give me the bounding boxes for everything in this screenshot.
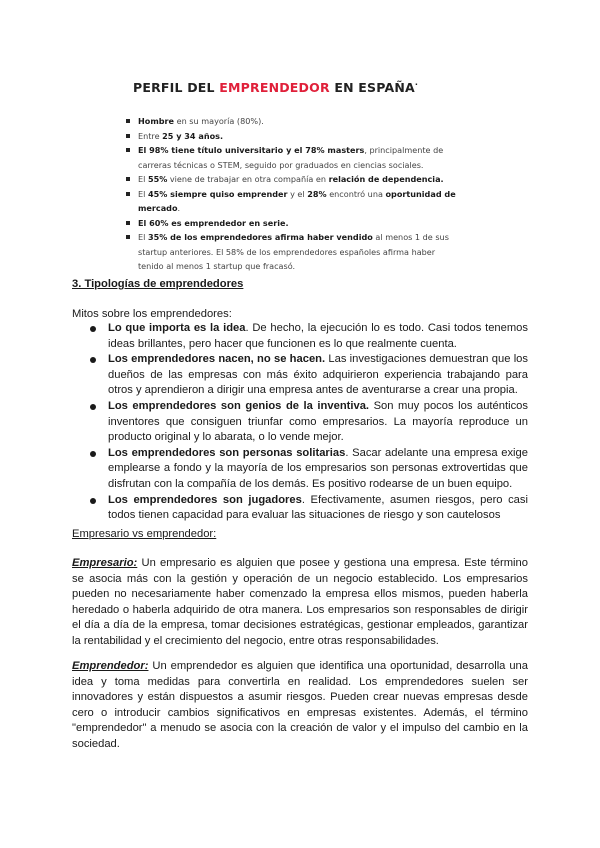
perfil-title: PERFIL DEL EMPRENDEDOR EN ESPAÑA· — [133, 80, 419, 95]
myth-item: Los emprendedores nacen, no se hacen. Las investigaciones demuestran que los dueños de las empresas con más éxito adquirieron experiencia trabajando para otros y aprendieron a dirigir una empresa antes de aventurarse a crear una propia. — [72, 352, 528, 399]
empresario-paragraph: Empresario: Un empresario es alguien que posee y gestiona una empresa. Este término se asocia más con la gestión y operación de un negocio establecido. Los empresarios pueden no necesariamente haber comenzado la empresa ellos mismos, pueden haberla heredado o haberla adquirido de otra manera. Los empresarios son responsables de dirigir el día a día de la empresa, tomar decisiones estratégicas, gestionar empleados, garantizar la rentabilidad y el crecimiento del negocio, entre otras responsabilidades. — [72, 557, 528, 647]
perfil-item: El 98% tiene título universitario y el 78% masters, principalmente de carreras técnicas o STEM, seguido por graduados en ciencias sociales. — [126, 143, 461, 172]
perfil-item: El 55% viene de trabajar en otra compañía en relación de dependencia. — [126, 172, 461, 187]
myth-item: Los emprendedores son jugadores. Efectivamente, asumen riesgos, pero casi todos tienen capacidad para evaluar las situaciones de riesgo y son cautelosos — [72, 493, 528, 524]
myths-block — [72, 321, 528, 524]
perfil-title-accent: EMPRENDEDOR — [219, 80, 330, 95]
emprendedor-paragraph: Emprendedor: Un emprendedor es alguien que identifica una oportunidad, desarrolla una idea y toma medidas para convertirla en realidad. Los emprendedores suelen ser innovadores y están dispuestos a asumir riesgos. Pueden crear nuevas empresas desde cero o introducir cambios significativos en empresas existentes. Además, el término "emprendedor" a menudo se asocia con la creación de valor y el impulso del cambio en la sociedad. — [72, 660, 528, 750]
empresario-term: Empresario: — [72, 557, 138, 569]
perfil-item: El 45% siempre quiso emprender y el 28% encontró una oportunidad de mercado. — [126, 187, 461, 216]
myths-list — [72, 321, 528, 524]
perfil-item: El 60% es emprendedor en serie. — [126, 216, 461, 231]
perfil-item: Hombre en su mayoría (80%). — [126, 114, 461, 129]
perfil-item: Entre 25 y 34 años. — [126, 129, 461, 144]
section-heading: 3. Tipologías de emprendedores — [72, 278, 244, 290]
perfil-list — [126, 114, 461, 274]
myths-intro: Mitos sobre los emprendedores: — [72, 308, 232, 320]
vs-heading: Empresario vs emprendedor: — [72, 528, 217, 540]
myth-item: Los emprendedores son personas solitarias. Sacar adelante una empresa exige emplearse a fondo y la mayoría de los empresarios son personas extrovertidas que disfrutan con la compañía de los demás. Es positivo rodearse de un buen equipo. — [72, 446, 528, 493]
perfil-item: El 35% de los emprendedores afirma haber vendido al menos 1 de sus startup anteriores. El 58% de los emprendedores españoles afirma haber tenido al menos 1 startup que fracasó. — [126, 230, 461, 274]
myth-item: Los emprendedores son genios de la inventiva. Son muy pocos los auténticos inventores que consiguen triunfar como empresarios. La mayoría reproduce un producto original y lo abarata, o lo vende mejor. — [72, 399, 528, 446]
myth-item: Lo que importa es la idea. De hecho, la ejecución lo es todo. Casi todos tenemos ideas brillantes, pero hacer que funcionen es lo que realmente cuenta. — [72, 321, 528, 352]
emprendedor-term: Emprendedor: — [72, 660, 149, 672]
